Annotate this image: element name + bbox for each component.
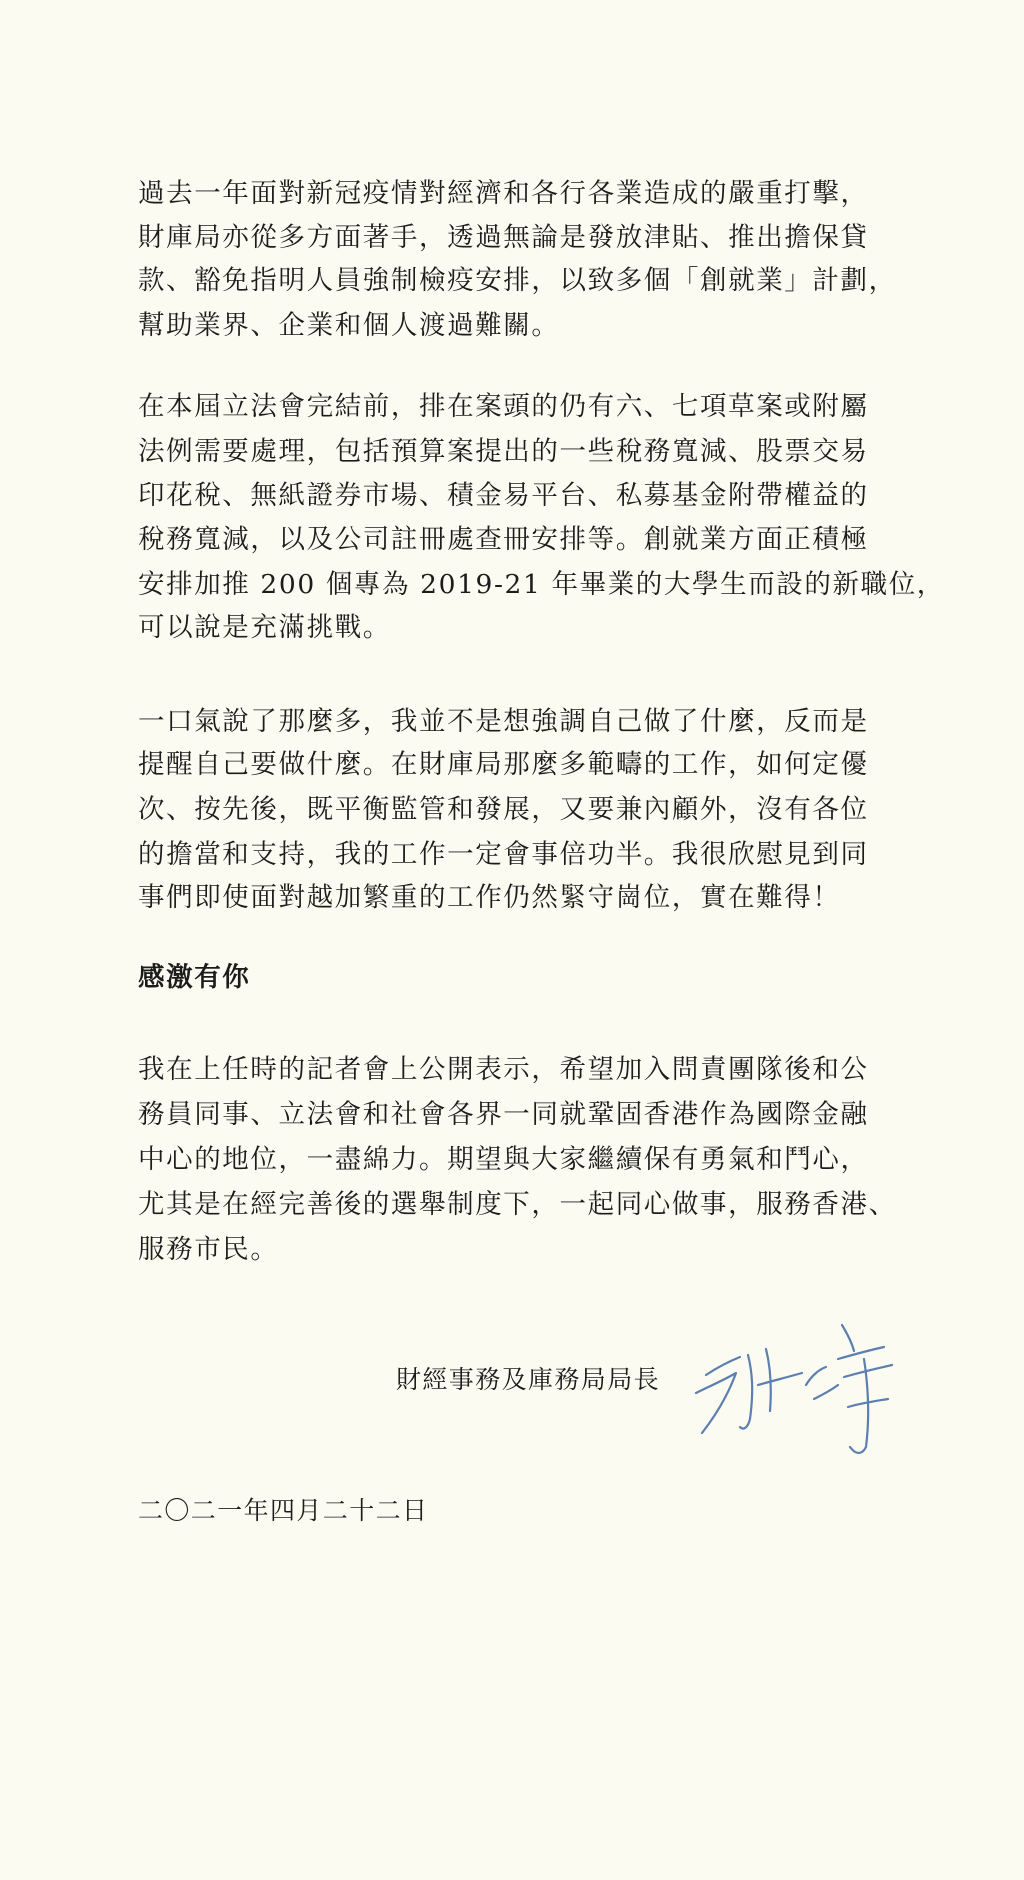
signatory-title: 財經事務及庫務局局長 xyxy=(396,1365,661,1394)
text-line: 事們即使面對越加繁重的工作仍然緊守崗位，實在難得！ xyxy=(138,882,841,913)
text-line: 的擔當和支持，我的工作一定會事倍功半。我很欣慰見到同 xyxy=(138,839,869,870)
text-line: 財庫局亦從多方面著手，透過無論是發放津貼、推出擔保貸 xyxy=(138,222,869,253)
text-line: 幫助業界、企業和個人渡過難關。 xyxy=(138,310,560,341)
signature-stroke xyxy=(806,1367,826,1385)
text-line: 過去一年面對新冠疫情對經濟和各行各業造成的嚴重打擊， xyxy=(138,178,869,209)
text-line: 尤其是在經完善後的選舉制度下，一起同心做事，服務香港、 xyxy=(138,1189,897,1220)
signature-stroke xyxy=(844,1365,892,1377)
signature-stroke xyxy=(758,1373,802,1385)
text-line: 在本屆立法會完結前，排在案頭的仍有六、七項草案或附屬 xyxy=(138,391,869,422)
text-line: 可以說是充滿挑戰。 xyxy=(138,612,391,643)
signature-stroke xyxy=(706,1357,740,1375)
signature-stroke xyxy=(696,1373,736,1433)
text-line: 印花稅、無紙證券市場、積金易平台、私募基金附帶權益的 xyxy=(138,480,869,511)
text-line: 中心的地位，一盡綿力。期望與大家繼續保有勇氣和鬥心， xyxy=(138,1144,869,1175)
text-line: 務員同事、立法會和社會各界一同就鞏固香港作為國際金融 xyxy=(138,1099,869,1130)
text-line: 一口氣說了那麼多，我並不是想強調自己做了什麼，反而是 xyxy=(138,706,869,737)
text-line: 服務市民。 xyxy=(138,1234,279,1265)
text-line: 法例需要處理，包括預算案提出的一些稅務寬減、股票交易 xyxy=(138,436,869,467)
text-line: 提醒自己要做什麼。在財庫局那麼多範疇的工作，如何定優 xyxy=(138,749,869,780)
signature-stroke xyxy=(740,1355,752,1429)
text-line: 款、豁免指明人員強制檢疫安排，以致多個「創就業」計劃， xyxy=(138,265,897,296)
signature-stroke xyxy=(838,1347,884,1359)
text-line: 我在上任時的記者會上公開表示，希望加入問責團隊後和公 xyxy=(138,1054,869,1085)
signature-stroke xyxy=(766,1349,771,1411)
letter-date: 二〇二一年四月二十二日 xyxy=(138,1496,429,1525)
section-heading: 感激有你 xyxy=(138,962,251,993)
signature-stroke xyxy=(842,1325,854,1351)
text-line: 安排加推 200 個專為 2019-21 年畢業的大學生而設的新職位， xyxy=(138,569,945,600)
text-line: 次、按先後，既平衡監管和發展，又要兼內顧外，沒有各位 xyxy=(138,794,869,825)
text-line: 稅務寬減，以及公司註冊處查冊安排等。創就業方面正積極 xyxy=(138,524,869,555)
signature-stroke xyxy=(814,1385,838,1399)
handwritten-signature xyxy=(688,1315,918,1465)
